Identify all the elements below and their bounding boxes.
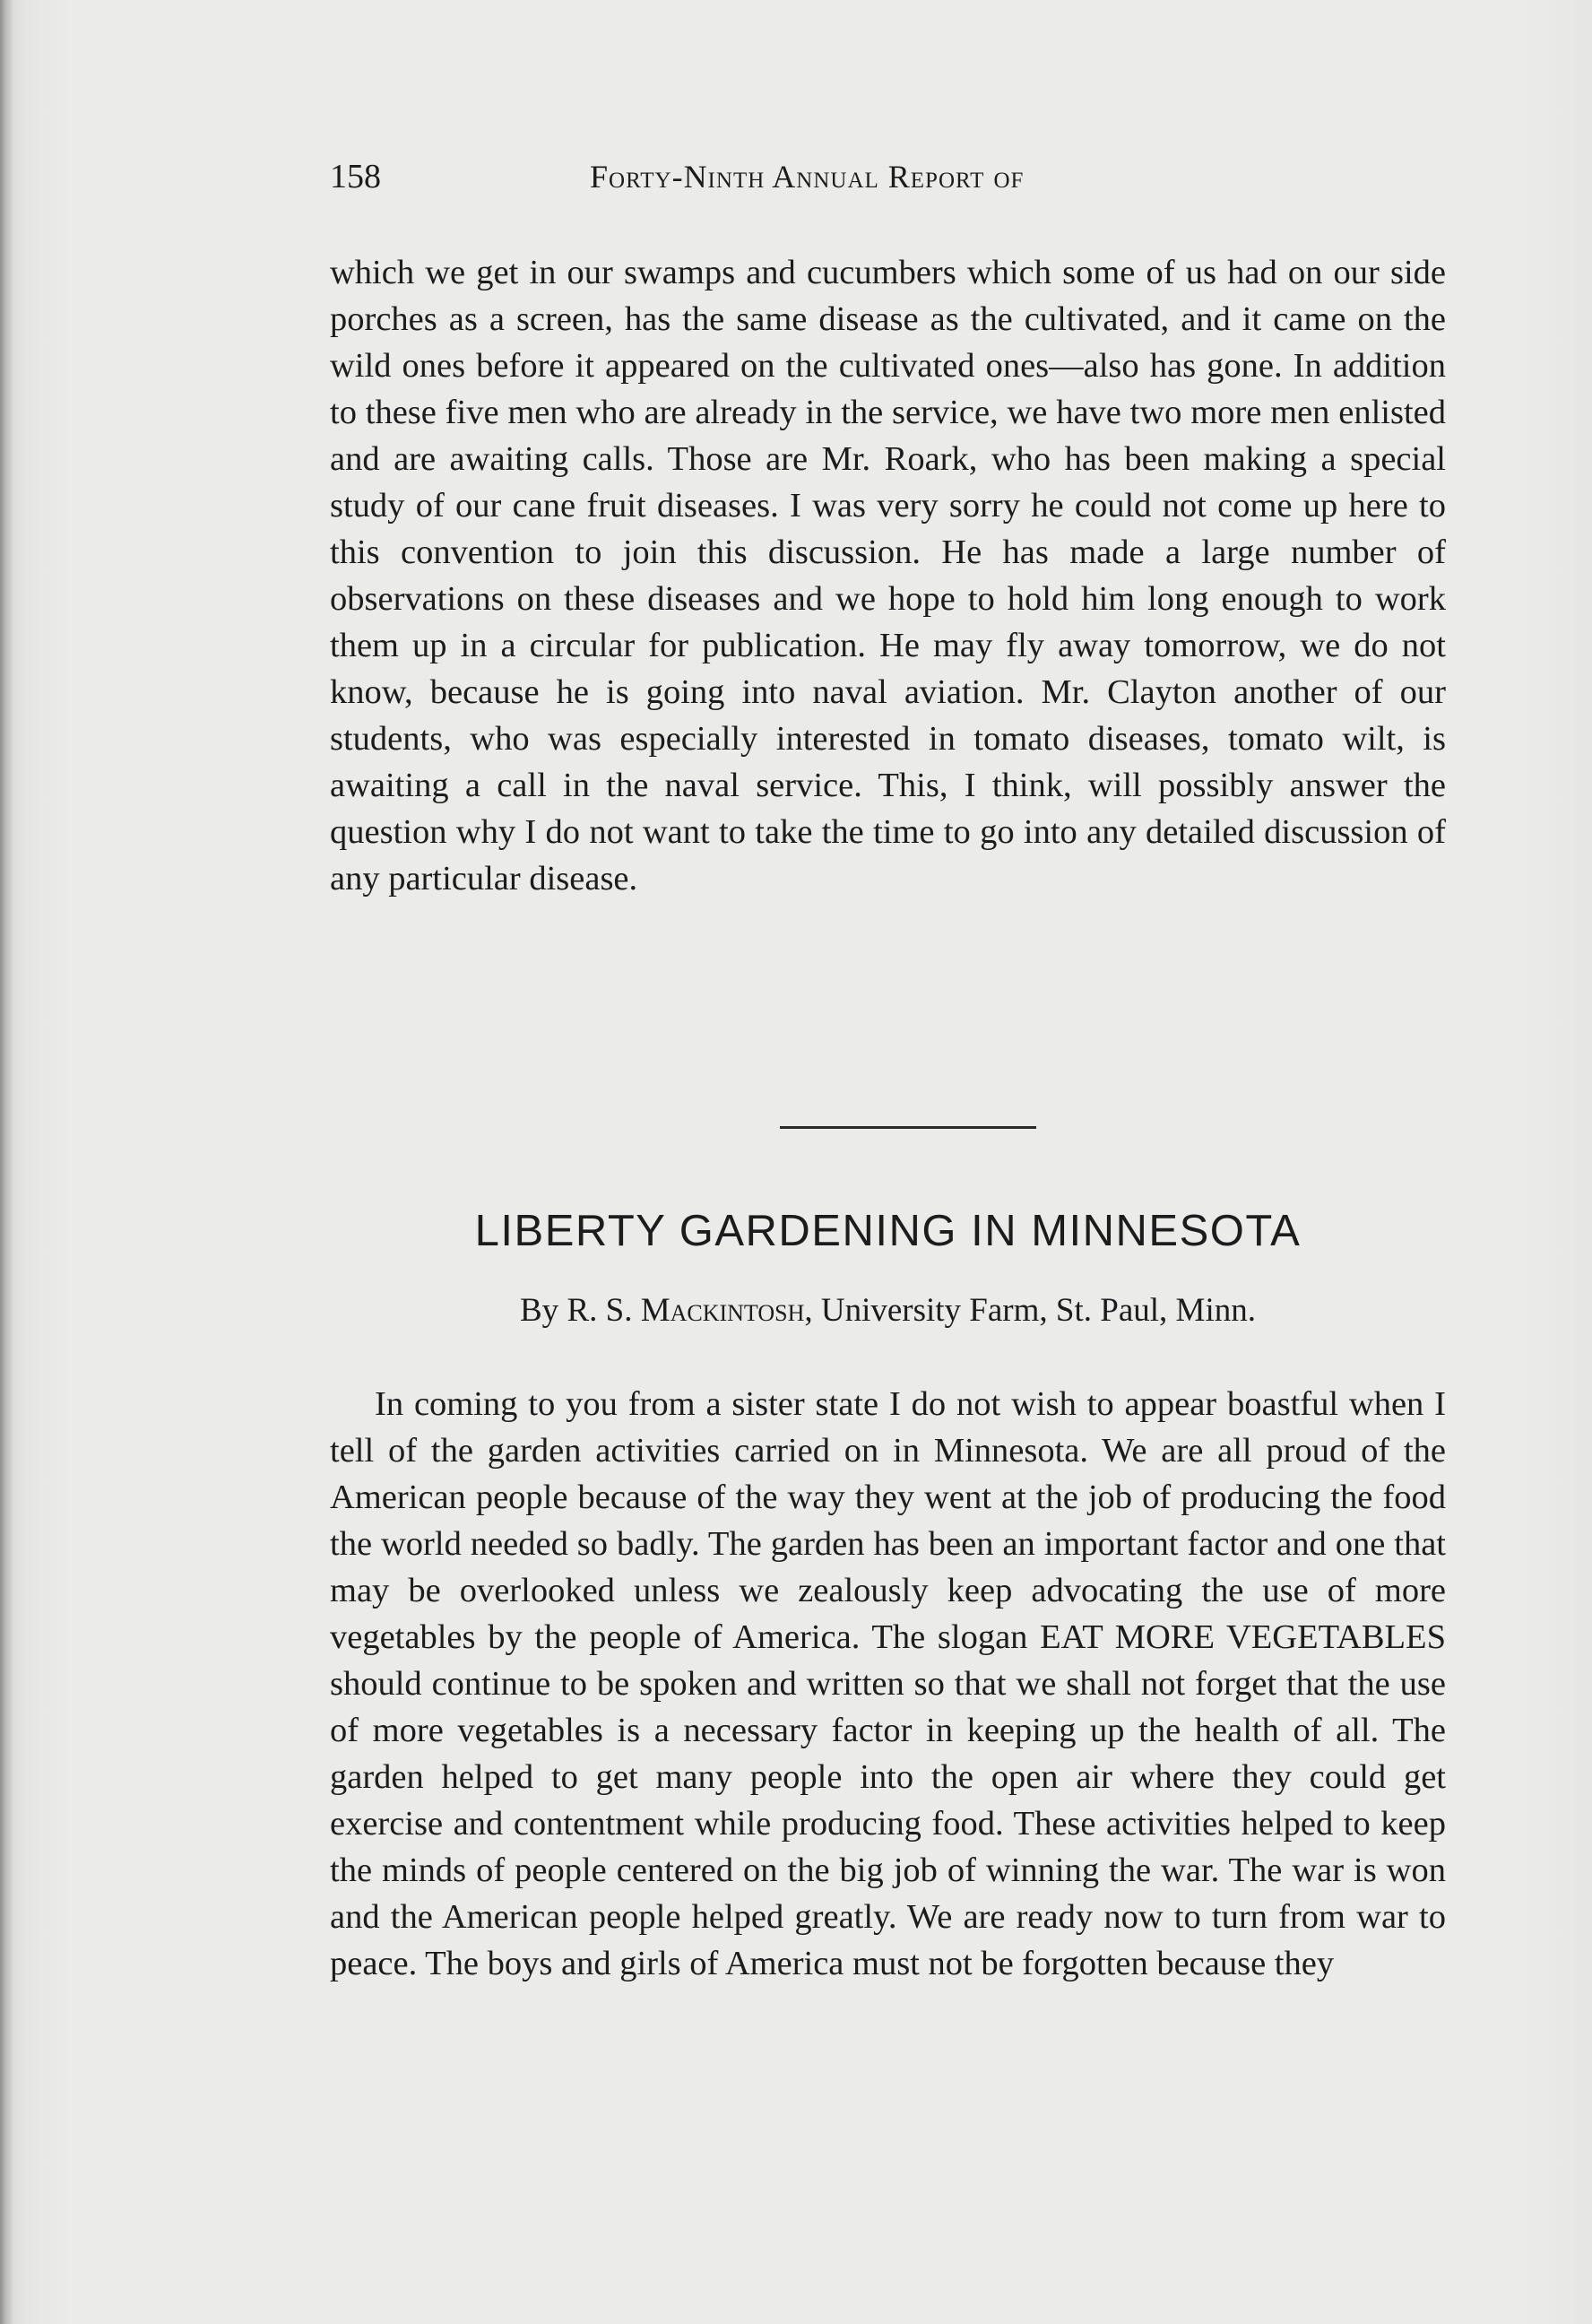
byline-author: R. S. Mackintosh xyxy=(567,1292,805,1329)
article-paragraph: In coming to you from a sister state I do not wish to appear boastful when I tell of the garden activities carried on in Minnesota. We are all proud of the American people because of the way they went at the job of producing the food the world needed so badly. The garden has been an important factor and one that may be overlooked unless we zealously keep advocating the use of more vegetables by the people of America. The slogan EAT MORE VEGETABLES should continue to be spoken and written so that we shall not forget that the use of more vegetables is a necessary factor in keeping up the health of all. The garden helped to get many people into the open air where they could get exercise and contentment while producing food. These activities helped to keep the minds of people centered on the big job of winning the war. The war is won and the American people helped greatly. We are ready now to turn from war to peace. The boys and girls of America must not be forgotten because they xyxy=(330,1385,1446,1982)
page-number: 158 xyxy=(330,158,381,195)
article-title: LIBERTY GARDENING IN MINNESOTA xyxy=(474,1207,1302,1255)
byline xyxy=(330,1288,1446,1334)
byline-prefix: By xyxy=(520,1292,567,1329)
continued-paragraph: which we get in our swamps and cucumbers which some of us had on our side porches as a screen, has the same disease as the cultivated, and it came on the wild ones before it appeared on the cultivated ones—also has gone. In addition to these five men who are already in the service, we have two more men enlisted and are awaiting calls. Those are Mr. Roark, who has been making a special study of our cane fruit diseases. I was very sorry he could not come up here to this convention to join this discussion. He has made a large number of observations on these diseases and we hope to hold him long enough to work them up in a circular for publication. He may fly away tomorrow, we do not know, because he is going into naval aviation. Mr. Clayton another of our students, who was especially interested in tomato diseases, tomato wilt, is awaiting a call in the naval service. This, I think, will possibly answer the question why I do not want to take the time to go into any detailed discussion of any particular disease. xyxy=(330,254,1446,898)
book-spine-shadow xyxy=(0,0,13,2324)
running-head xyxy=(330,154,1446,199)
byline-affiliation: , University Farm, St. Paul, Minn. xyxy=(804,1292,1256,1329)
section-divider xyxy=(780,1126,1036,1129)
running-head-title: Forty-Ninth Annual Report of xyxy=(590,159,1025,195)
